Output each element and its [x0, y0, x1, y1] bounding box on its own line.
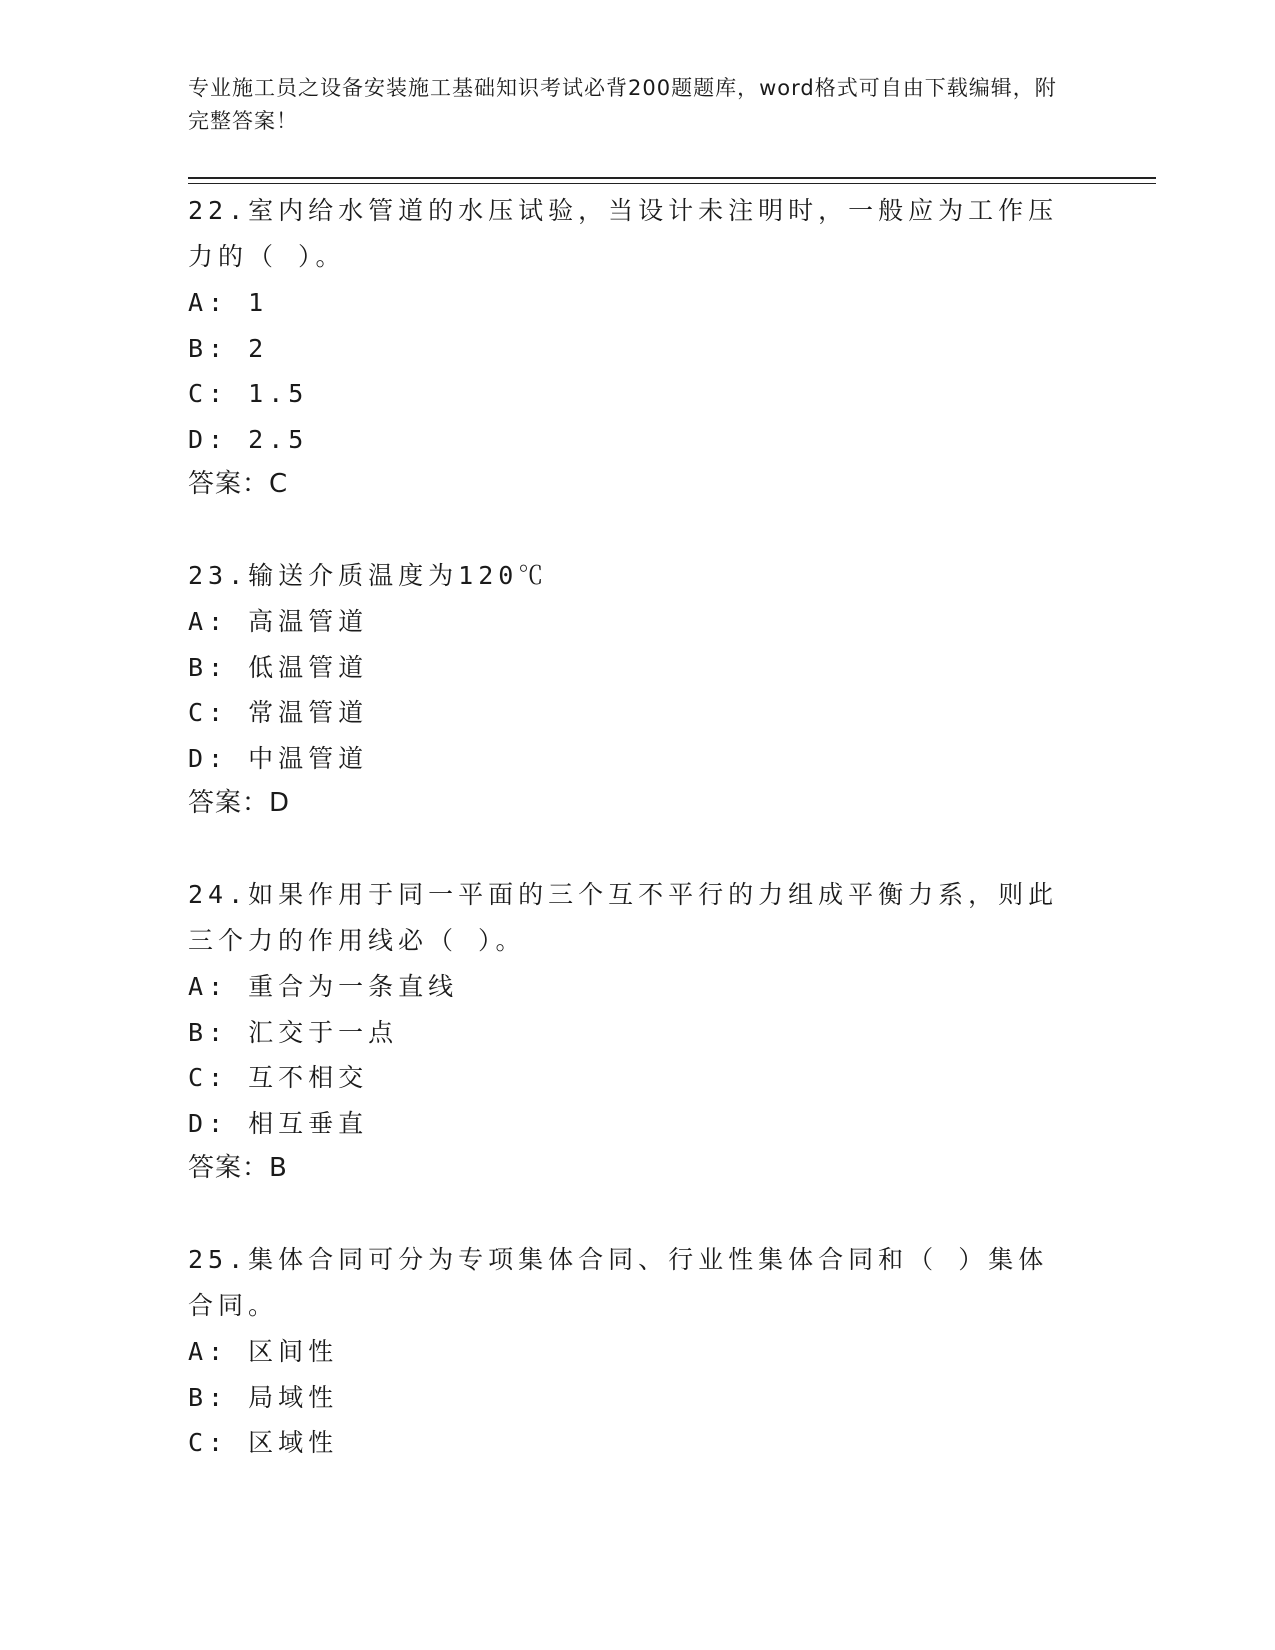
question-25: [188, 1237, 1068, 1466]
option-b: B: 局域性: [188, 1382, 339, 1412]
header-divider-thin: [188, 183, 1156, 184]
question-23: [188, 553, 1068, 826]
option-b: B: 2: [188, 333, 269, 363]
question-text: 22.室内给水管道的水压试验，当设计未注明时，一般应为工作压力的（ ）。: [188, 196, 1059, 271]
question-text: 23.输送介质温度为120℃: [188, 561, 549, 590]
option-d: D: 相互垂直: [188, 1108, 369, 1138]
option-d: D: 中温管道: [188, 743, 369, 773]
question-22: [188, 188, 1068, 507]
option-b: B: 低温管道: [188, 652, 369, 682]
option-b: B: 汇交于一点: [188, 1017, 399, 1047]
answer-line: 答案：C: [188, 469, 289, 499]
option-a: A: 区间性: [188, 1337, 339, 1366]
option-a: A: 重合为一条直线: [188, 972, 459, 1001]
option-c: C: 区域性: [188, 1428, 339, 1457]
option-d: D: 2.5: [188, 424, 309, 454]
option-c: C: 互不相交: [188, 1063, 369, 1092]
answer-line: 答案：B: [188, 1153, 288, 1183]
document-header: 专业施工员之设备安装施工基础知识考试必背200题题库，word格式可自由下载编辑，附完整答案！: [188, 76, 1057, 133]
option-c: C: 1.5: [188, 379, 309, 408]
question-text: 24.如果作用于同一平面的三个互不平行的力组成平衡力系，则此三个力的作用线必（ ）。: [188, 880, 1059, 955]
question-text: 25.集体合同可分为专项集体合同、行业性集体合同和（ ）集体合同。: [188, 1245, 1049, 1320]
option-a: A: 高温管道: [188, 607, 369, 636]
option-c: C: 常温管道: [188, 698, 369, 727]
answer-line: 答案：D: [188, 788, 291, 818]
question-24: [188, 872, 1068, 1191]
question-list: [188, 188, 1068, 1512]
header-divider-thick: [188, 177, 1156, 179]
option-a: A: 1: [188, 288, 269, 317]
